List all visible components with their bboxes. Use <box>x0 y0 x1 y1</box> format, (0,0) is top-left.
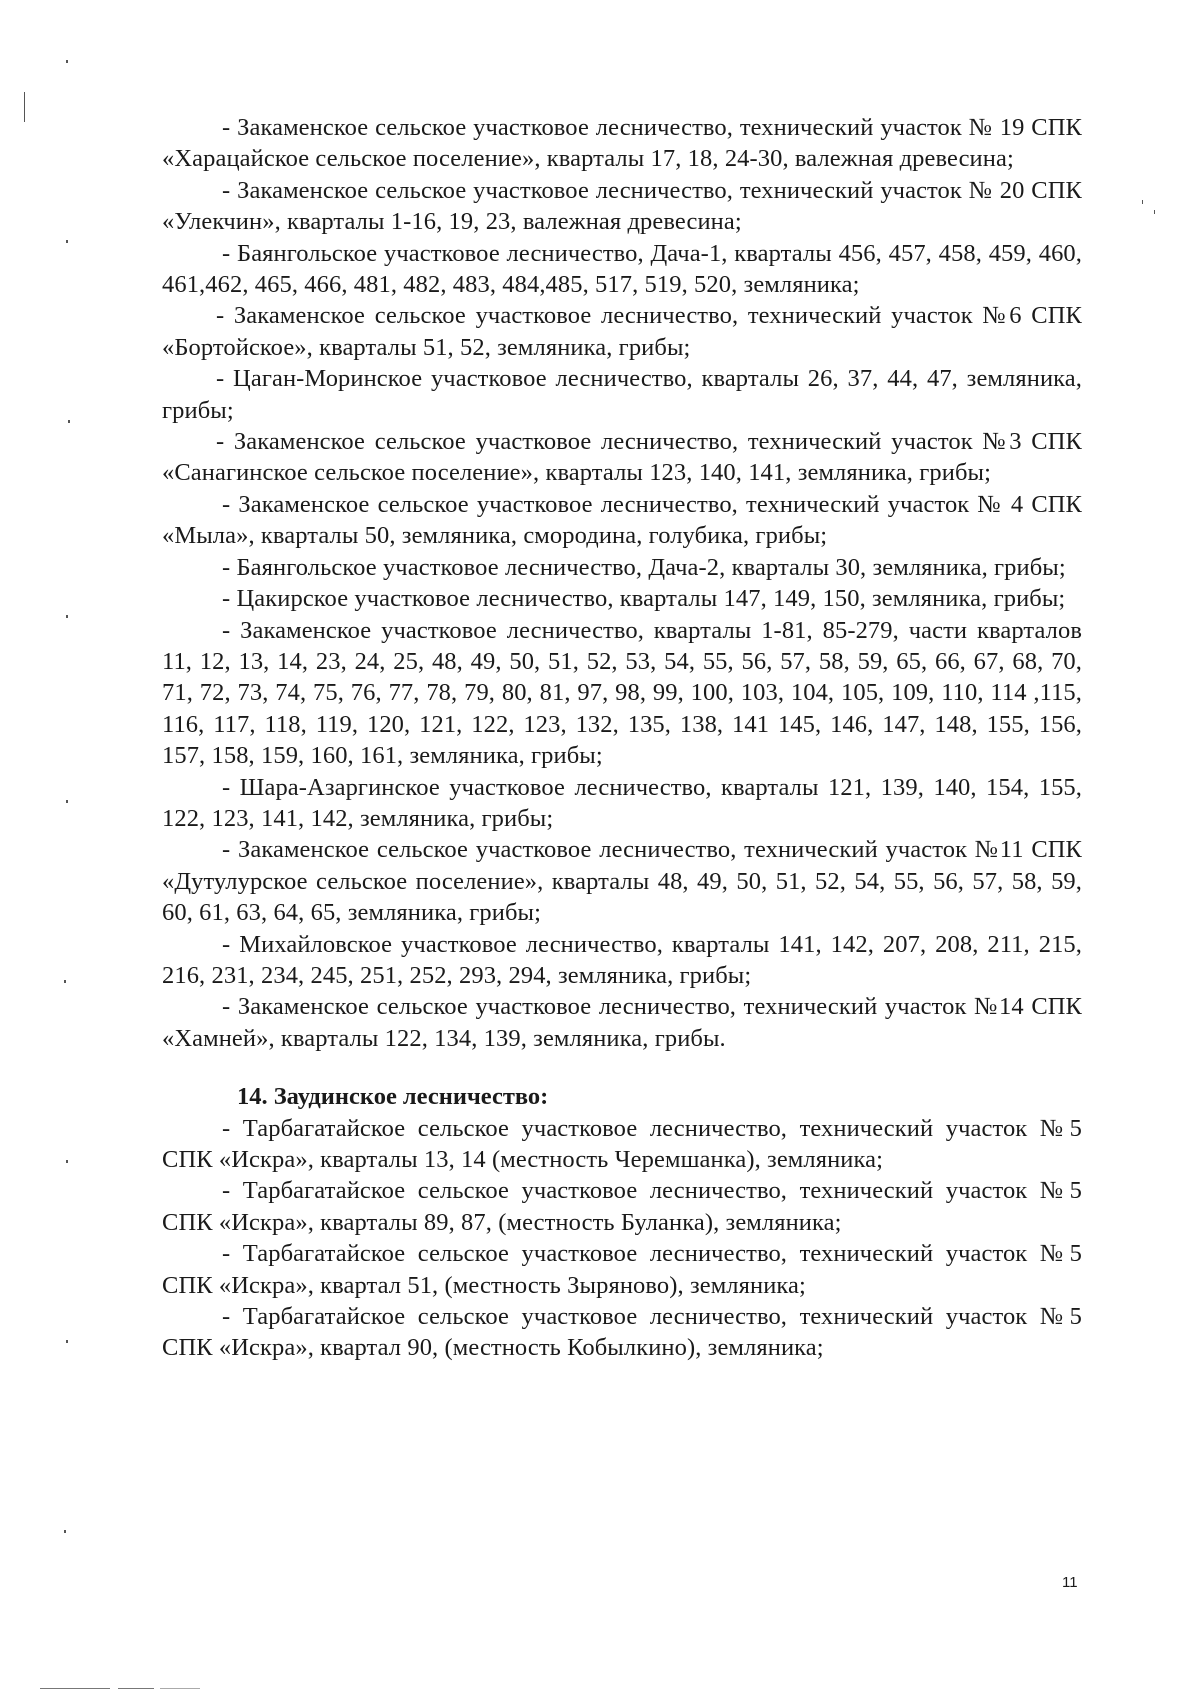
scan-artifact-dot <box>1142 200 1143 204</box>
scan-artifact-dot <box>66 1160 68 1163</box>
paragraph: - Закаменское сельское участковое лесничество, технический участок № 4 СПК «Мыла», кварталы 50, земляника, смородина, голубика, грибы; <box>162 490 1082 550</box>
paragraph: - Закаменское сельское участковое лесничество, технический участок № 19 СПК «Харацайское сельское поселение», кварталы 17, 18, 24-30, валежная древесина; <box>162 114 1082 173</box>
scan-artifact-dot <box>68 420 70 423</box>
paragraph: - Закаменское сельское участковое лесничество, технический участок №11 СПК «Дутулурское сельское поселение», кварталы 48, 49, 50, 51, 52, 54, 55, 56, 57, 58, 59, 60, 61, 63, 64, 65, земляника, грибы; <box>162 836 1082 927</box>
scan-artifact-dot <box>66 800 68 803</box>
scan-artifact-dot <box>66 60 68 63</box>
paragraph: - Шара-Азаргинское участковое лесничество, кварталы 121, 139, 140, 154, 155, 122, 123, 141, 142, земляника, грибы; <box>162 773 1082 832</box>
document-body <box>162 112 1082 1364</box>
page-number: 11 <box>1062 1574 1078 1591</box>
paragraph: - Закаменское сельское участковое лесничество, технический участок №14 СПК «Хамней», кварталы 122, 134, 139, земляника, грибы. <box>162 993 1082 1052</box>
scan-artifact-dot <box>66 1340 68 1343</box>
paragraph: - Баянгольское участковое лесничество, Дача-2, кварталы 30, земляника, грибы; <box>222 553 1066 581</box>
paragraph: - Тарбагатайское сельское участковое лесничество, технический участок №5 СПК «Искра», квартал 90, (местность Кобылкино), земляника; <box>162 1303 1082 1362</box>
paragraph: - Тарбагатайское сельское участковое лесничество, технический участок №5 СПК «Искра», кварталы 13, 14 (местность Черемшанка), земляника; <box>162 1114 1082 1173</box>
paragraph: - Закаменское сельское участковое лесничество, технический участок № 20 СПК «Улекчин», кварталы 1-16, 19, 23, валежная древесина; <box>162 176 1082 236</box>
section-heading: 14. Заудинское лесничество: <box>237 1083 549 1111</box>
scan-artifact-dash <box>40 1688 110 1689</box>
scan-artifact-dash <box>160 1688 200 1689</box>
paragraph: - Закаменское участковое лесничество, кварталы 1-81, 85-279, части кварталов 11, 12, 13, 14, 23, 24, 25, 48, 49, 50, 51, 52, 53, 54, 55, 56, 57, 58, 59, 65, 66, 67, 68, 70, 71, 72, 73, 74, 75, 76, 77, 78, 79, 80, 81, 97, 98, 99, 100, 103, 104, 105, 109, 110, 114 ,115, 116, 117, 118, 119, 120, 121, 122, 123, 132, 135, 138, 141 145, 146, 147, 148, 155, 156, 157, 158, 159, 160, 161, земляника, грибы; <box>162 616 1082 770</box>
paragraph: - Цаган-Моринское участковое лесничество, кварталы 26, 37, 44, 47, земляника, грибы; <box>162 365 1082 424</box>
paragraph: - Баянгольское участковое лесничество, Дача-1, кварталы 456, 457, 458, 459, 460, 461,462, 465, 466, 481, 482, 483, 484,485, 517, 519, 520, земляника; <box>162 239 1082 299</box>
scan-artifact-dot <box>64 980 66 983</box>
paragraph: - Тарбагатайское сельское участковое лесничество, технический участок №5 СПК «Искра», кварталы 89, 87, (местность Буланка), земляника; <box>162 1177 1082 1236</box>
scan-artifact-dot <box>66 615 68 618</box>
paragraph: - Цакирское участковое лесничество, кварталы 147, 149, 150, земляника, грибы; <box>222 585 1066 613</box>
scan-artifact-dash <box>118 1688 154 1689</box>
paragraph: - Михайловское участковое лесничество, кварталы 141, 142, 207, 208, 211, 215, 216, 231, 234, 245, 251, 252, 293, 294, земляника, грибы; <box>162 930 1082 989</box>
scan-artifact-dot <box>64 1530 66 1533</box>
paragraph: - Закаменское сельское участковое лесничество, технический участок №6 СПК «Бортойское», кварталы 51, 52, земляника, грибы; <box>162 302 1082 361</box>
paragraph: - Тарбагатайское сельское участковое лесничество, технический участок №5 СПК «Искра», квартал 51, (местность Зыряново), земляника; <box>162 1240 1082 1299</box>
scan-artifact-dot <box>1154 210 1155 214</box>
scan-artifact-dot <box>66 240 68 243</box>
paragraph: - Закаменское сельское участковое лесничество, технический участок №3 СПК «Санагинское сельское поселение», кварталы 123, 140, 141, земляника, грибы; <box>162 428 1082 487</box>
scan-artifact-line <box>24 92 25 122</box>
